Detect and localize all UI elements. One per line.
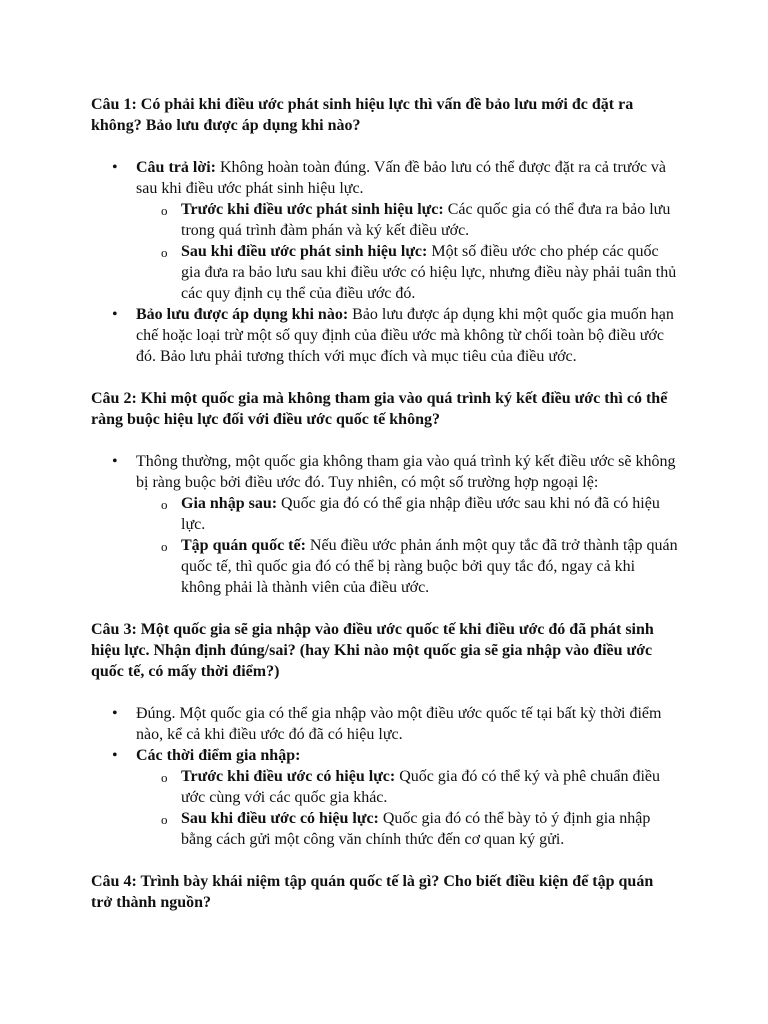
item-text: Bảo lưu được áp dụng khi một quốc gia muốn hạn chế hoặc loại trừ một số quy định của điều ước mà không từ chối toàn bộ điều ước đó. Bảo lưu phải tương thích với mục đích và mục tiêu của điều ước. xyxy=(136,306,674,365)
sub-list-item xyxy=(136,493,678,535)
answer-3-list xyxy=(91,703,678,850)
list-item xyxy=(91,451,678,598)
sub-item-label: Tập quán quốc tế: xyxy=(181,537,306,554)
sub-item-text: Các quốc gia có thể đưa ra bảo lưu trong quá trình đàm phán và ký kết điều ước. xyxy=(181,201,671,239)
item-text: Thông thường, một quốc gia không tham gia vào quá trình ký kết điều ước sẽ không bị ràng buộc bởi điều ước đó. Tuy nhiên, có một số trường hợp ngoại lệ: xyxy=(136,453,676,491)
sub-item-label: Gia nhập sau: xyxy=(181,495,278,512)
answer-1-list xyxy=(91,157,678,367)
list-item xyxy=(91,157,678,304)
sub-list-item xyxy=(136,535,678,598)
circle-bullet-icon: o xyxy=(161,770,168,785)
question-4: Câu 4: Trình bày khái niệm tập quán quốc tế là gì? Cho biết điều kiện để tập quán trở thành nguồn? xyxy=(91,873,654,911)
sub-item-text: Quốc gia đó có thể gia nhập điều ước sau khi nó đã có hiệu lực. xyxy=(181,495,660,533)
sub-item-label: Sau khi điều ước phát sinh hiệu lực: xyxy=(181,243,428,260)
circle-bullet-icon: o xyxy=(161,539,168,554)
sub-item-label: Sau khi điều ước có hiệu lực: xyxy=(181,810,379,827)
sub-list-item xyxy=(136,766,678,808)
item-text: Không hoàn toàn đúng. Vấn đề bảo lưu có thể được đặt ra cả trước và sau khi điều ước phát sinh hiệu lực. xyxy=(136,159,667,197)
answer-2 xyxy=(91,451,678,598)
sub-list xyxy=(136,493,678,598)
answer-1 xyxy=(91,157,678,367)
circle-bullet-icon: o xyxy=(161,245,168,260)
sub-list xyxy=(136,766,678,850)
bullet-icon: • xyxy=(112,159,118,176)
circle-bullet-icon: o xyxy=(161,497,168,512)
sub-list-item xyxy=(136,241,678,304)
sub-item-text: Một số điều ước cho phép các quốc gia đưa ra bảo lưu sau khi điều ước có hiệu lực, nhưng điều này phải tuân thủ các quy định cụ thể của điều ước đó. xyxy=(181,243,677,302)
bullet-icon: • xyxy=(112,453,118,470)
item-label: Bảo lưu được áp dụng khi nào: xyxy=(136,306,349,323)
item-label: Các thời điểm gia nhập: xyxy=(136,747,301,764)
question-3: Câu 3: Một quốc gia sẽ gia nhập vào điều ước quốc tế khi điều ước đó đã phát sinh hiệu lực. Nhận định đúng/sai? (hay Khi nào một quốc gia sẽ gia nhập vào điều ước quốc tế, có mấy thời điểm?) xyxy=(91,621,654,680)
sub-item-text: Nếu điều ước phản ánh một quy tắc đã trở thành tập quán quốc tế, thì quốc gia đó có thể bị ràng buộc bởi quy tắc đó, ngay cả khi không phải là thành viên của điều ước. xyxy=(181,537,678,596)
bullet-icon: • xyxy=(112,306,118,323)
bullet-icon: • xyxy=(112,747,118,764)
bullet-icon: • xyxy=(112,705,118,722)
answer-2-list xyxy=(91,451,678,598)
circle-bullet-icon: o xyxy=(161,203,168,218)
circle-bullet-icon: o xyxy=(161,812,168,827)
sub-item-text: Quốc gia đó có thể ký và phê chuẩn điều ước cùng với các quốc gia khác. xyxy=(181,768,661,806)
sub-item-text: Quốc gia đó có thể bày tỏ ý định gia nhập bằng cách gửi một công văn chính thức đến cơ quan ký gửi. xyxy=(181,810,651,848)
list-item xyxy=(91,703,678,745)
sub-list-item xyxy=(136,808,678,850)
item-text: Đúng. Một quốc gia có thể gia nhập vào một điều ước quốc tế tại bất kỳ thời điểm nào, kể cả khi điều ước đó đã có hiệu lực. xyxy=(136,705,662,743)
question-2: Câu 2: Khi một quốc gia mà không tham gia vào quá trình ký kết điều ước thì có thể ràng buộc hiệu lực đối với điều ước quốc tế không? xyxy=(91,390,668,428)
question-1: Câu 1: Có phải khi điều ước phát sinh hiệu lực thì vấn đề bảo lưu mới đc đặt ra không? Bảo lưu được áp dụng khi nào? xyxy=(91,96,634,134)
list-item xyxy=(91,745,678,850)
sub-list xyxy=(136,199,678,304)
sub-item-label: Trước khi điều ước phát sinh hiệu lực: xyxy=(181,201,444,218)
sub-list-item xyxy=(136,199,678,241)
list-item xyxy=(91,304,678,367)
item-label: Câu trả lời: xyxy=(136,159,216,176)
answer-3 xyxy=(91,703,678,850)
sub-item-label: Trước khi điều ước có hiệu lực: xyxy=(181,768,396,785)
